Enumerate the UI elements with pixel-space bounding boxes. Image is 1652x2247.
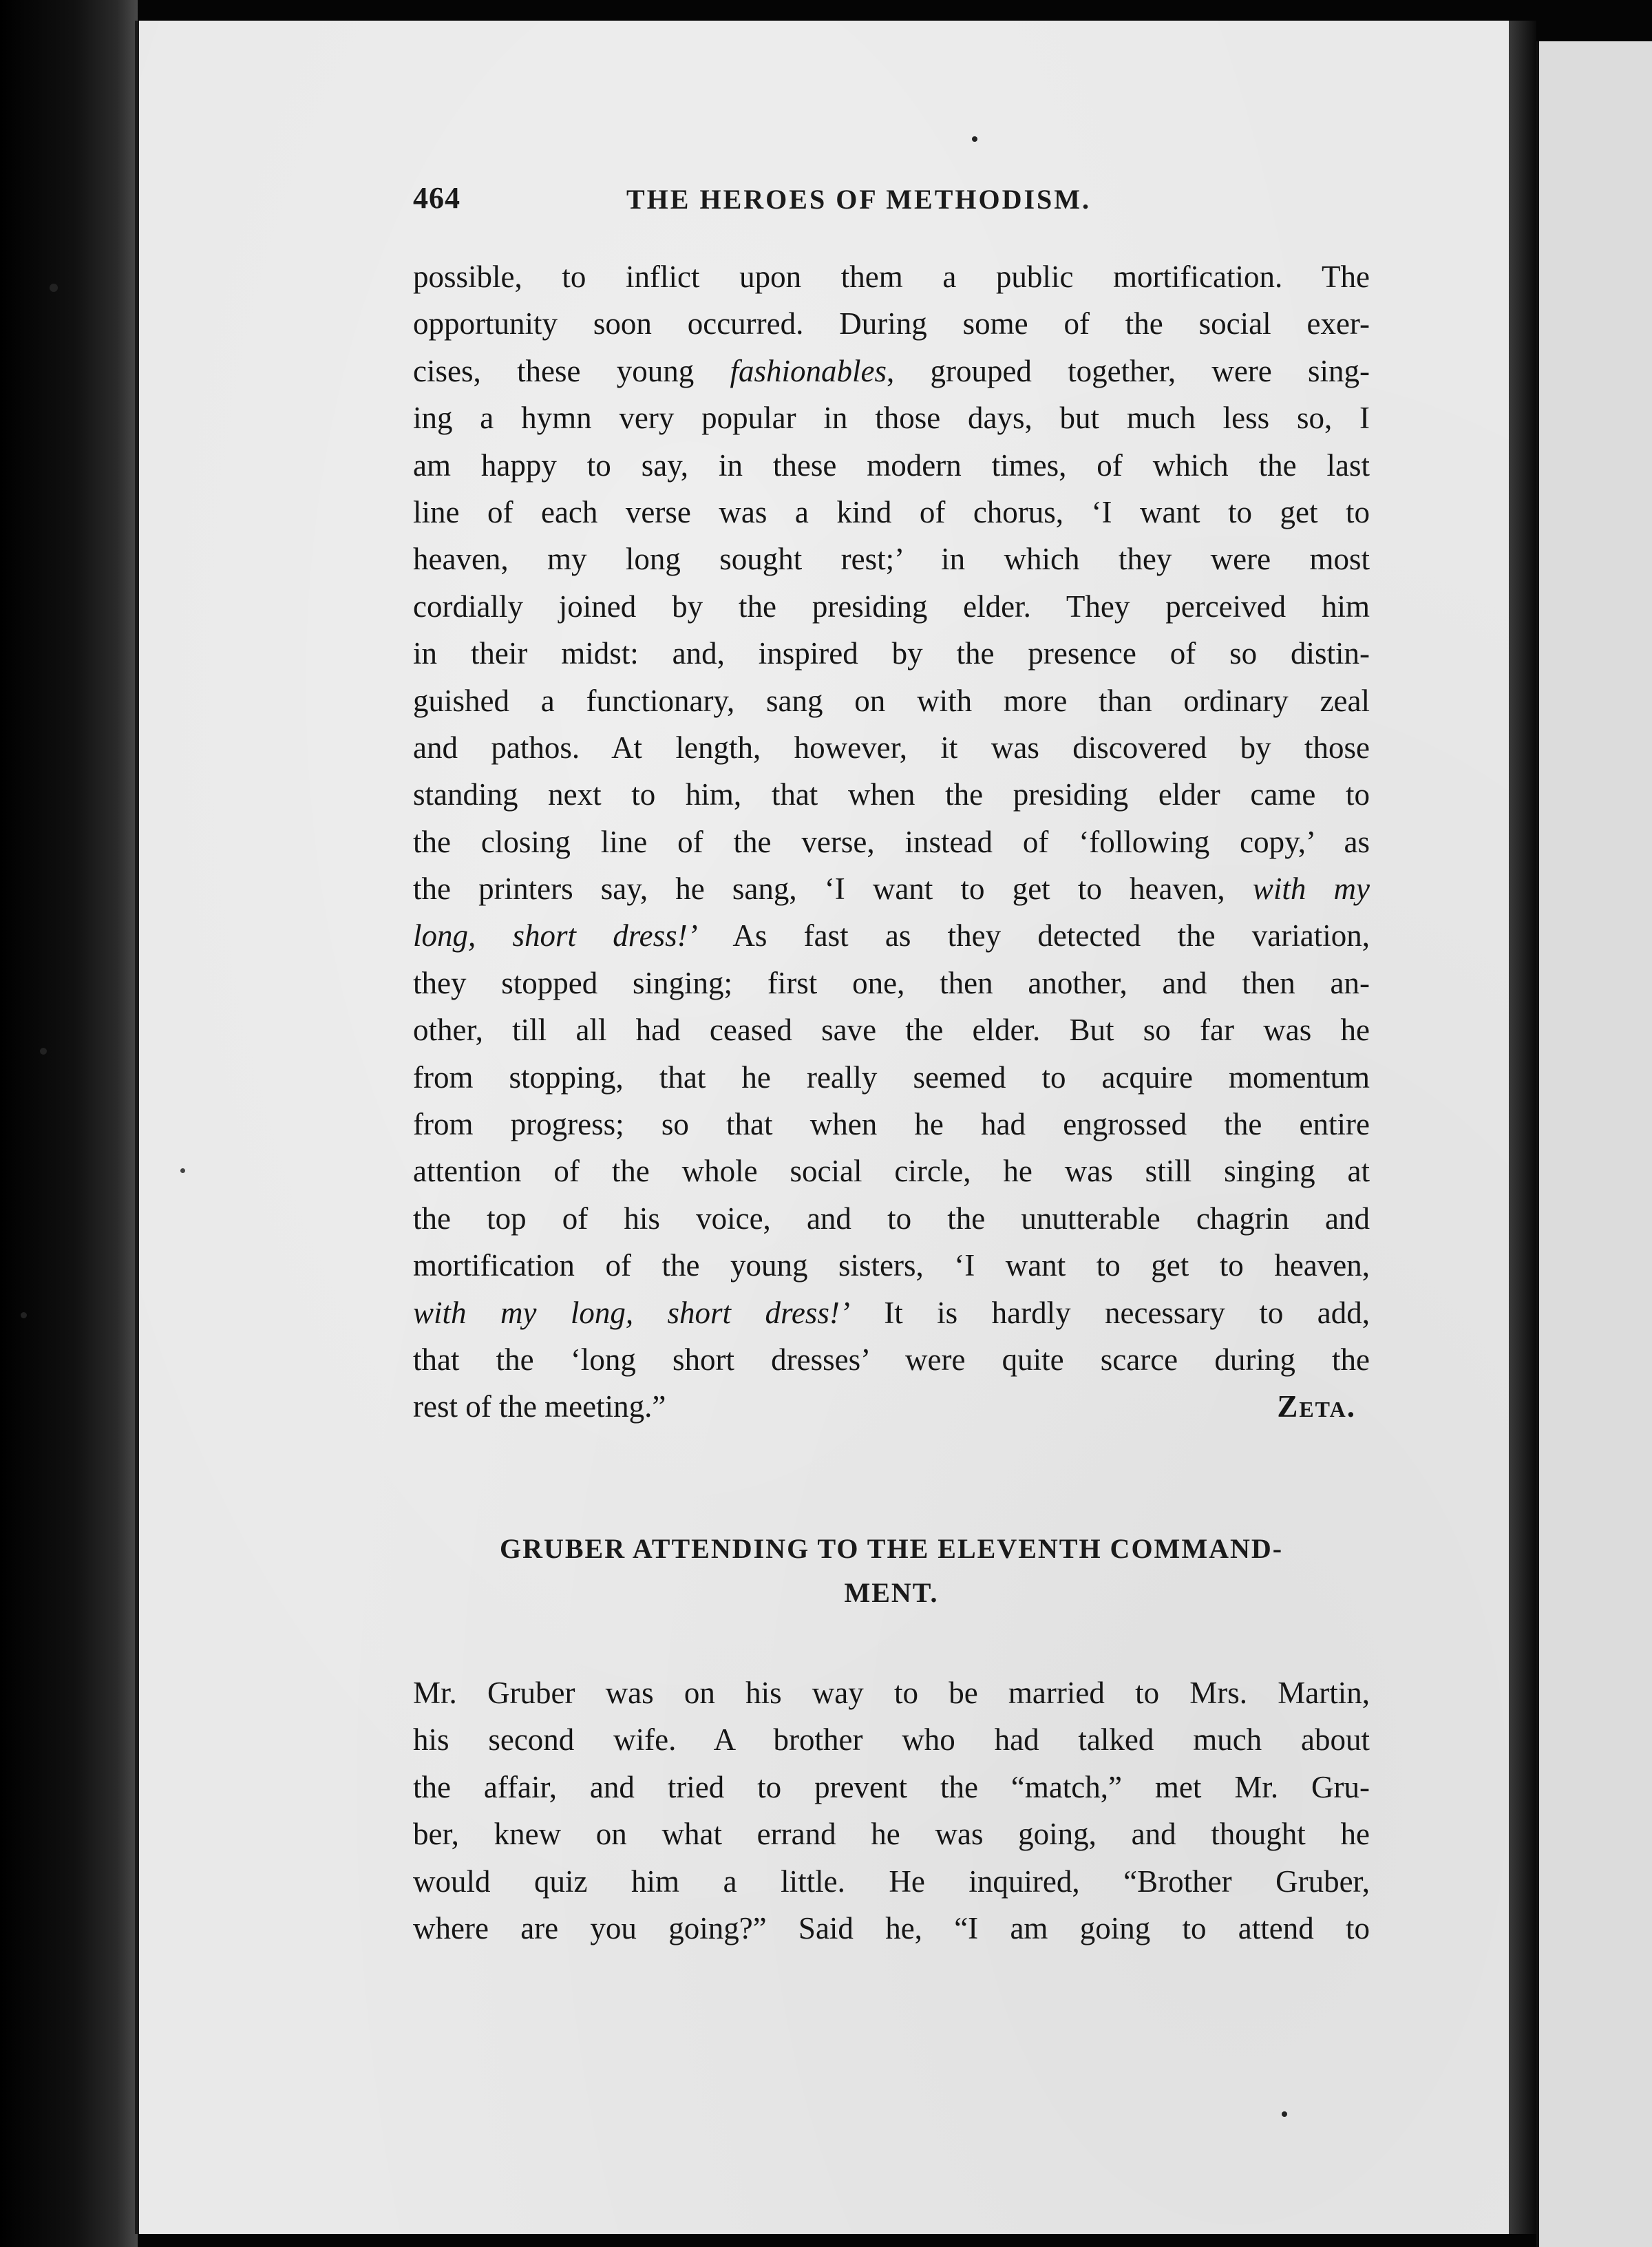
text-line: the affair, and tried to prevent the “match,” met Mr. Gru-: [413, 1769, 1370, 1804]
text-line: that the ‘long short dresses’ were quite scarce during the: [413, 1342, 1370, 1377]
speck: [972, 136, 977, 142]
text-run: As fast as they detected the variation,: [697, 918, 1370, 953]
speck: [40, 1048, 47, 1055]
text-line: his second wife. A brother who had talked much about: [413, 1722, 1370, 1758]
text-run: , grouped together, were sing-: [886, 353, 1370, 388]
text-run: It is hardly necessary to add,: [849, 1295, 1370, 1330]
text-line: opportunity soon occurred. During some of the social exer-: [413, 306, 1370, 341]
text-line: heaven, my long sought rest;’ in which they were most: [413, 542, 1370, 577]
text-line: and pathos. At length, however, it was discovered by those: [413, 730, 1370, 765]
text-line: [413, 348, 1370, 394]
text-line: possible, to inflict upon them a public mortification. The: [413, 260, 1370, 294]
italic-phrase: long, short dress!’: [413, 918, 698, 953]
page-gutter-shadow: [1509, 21, 1536, 2234]
author-signature: Zeta.: [1277, 1389, 1356, 1424]
paragraph-anecdote: [413, 253, 1370, 1431]
speck: [21, 1312, 27, 1318]
text-line: other, till all had ceased save the elder. But so far was he: [413, 1013, 1370, 1048]
text-line: attention of the whole social circle, he was still singing at: [413, 1154, 1370, 1189]
heading-line: MENT.: [844, 1577, 939, 1608]
text-line: am happy to say, in these modern times, of which the last: [413, 447, 1370, 483]
text-line: where are you going?” Said he, “I am going to attend to: [413, 1910, 1370, 1945]
speck: [180, 1168, 185, 1173]
text-line: from progress; so that when he had engrossed the entire: [413, 1107, 1370, 1142]
book-spine-shadow: [0, 0, 138, 2247]
speck: [50, 284, 58, 292]
closing-line: [413, 1383, 1370, 1430]
closing-text: rest of the meeting.”: [413, 1389, 666, 1424]
page-number: 464: [413, 181, 460, 215]
text-line: the top of his voice, and to the unutterable chagrin and: [413, 1201, 1370, 1236]
text-line: [413, 912, 1370, 959]
text-line: [413, 1289, 1370, 1336]
running-title: THE HEROES OF METHODISM.: [626, 184, 1092, 215]
paragraph-gruber: [413, 1670, 1370, 1952]
speck: [1282, 2111, 1287, 2117]
text-line: standing next to him, that when the presiding elder came to: [413, 777, 1370, 812]
text-line: from stopping, that he really seemed to acquire momentum: [413, 1059, 1370, 1095]
text-run: cises, these young: [413, 353, 730, 388]
text-line: cordially joined by the presiding elder. They perceived him: [413, 589, 1370, 624]
text-line: guished a functionary, sang on with more than ordinary zeal: [413, 683, 1370, 718]
section-heading: [413, 1527, 1370, 1615]
italic-word: fashionables: [730, 353, 887, 388]
text-line: would quiz him a little. He inquired, “Brother Gruber,: [413, 1864, 1370, 1899]
text-line: ber, knew on what errand he was going, and thought he: [413, 1817, 1370, 1852]
text-line: ing a hymn very popular in those days, but much less so, I: [413, 401, 1370, 436]
heading-line: GRUBER ATTENDING TO THE ELEVENTH COMMAND-: [499, 1533, 1284, 1564]
text-run: the printers say, he sang, ‘I want to get to heaven,: [413, 872, 1253, 907]
text-line: [413, 865, 1370, 912]
text-line: the closing line of the verse, instead of ‘following copy,’ as: [413, 824, 1370, 859]
text-line: mortification of the young sisters, ‘I want to get to heaven,: [413, 1248, 1370, 1283]
running-head: [413, 180, 1370, 229]
facing-page-edge: [1536, 41, 1652, 2247]
text-line: in their midst: and, inspired by the presence of so distin-: [413, 636, 1370, 671]
text-line: line of each verse was a kind of chorus, ‘I want to get to: [413, 494, 1370, 529]
italic-phrase: with my: [1252, 872, 1370, 907]
italic-phrase: with my long, short dress!’: [413, 1295, 850, 1330]
text-line: they stopped singing; first one, then another, and then an-: [413, 965, 1370, 1000]
text-line: Mr. Gruber was on his way to be married to Mrs. Martin,: [413, 1676, 1370, 1710]
